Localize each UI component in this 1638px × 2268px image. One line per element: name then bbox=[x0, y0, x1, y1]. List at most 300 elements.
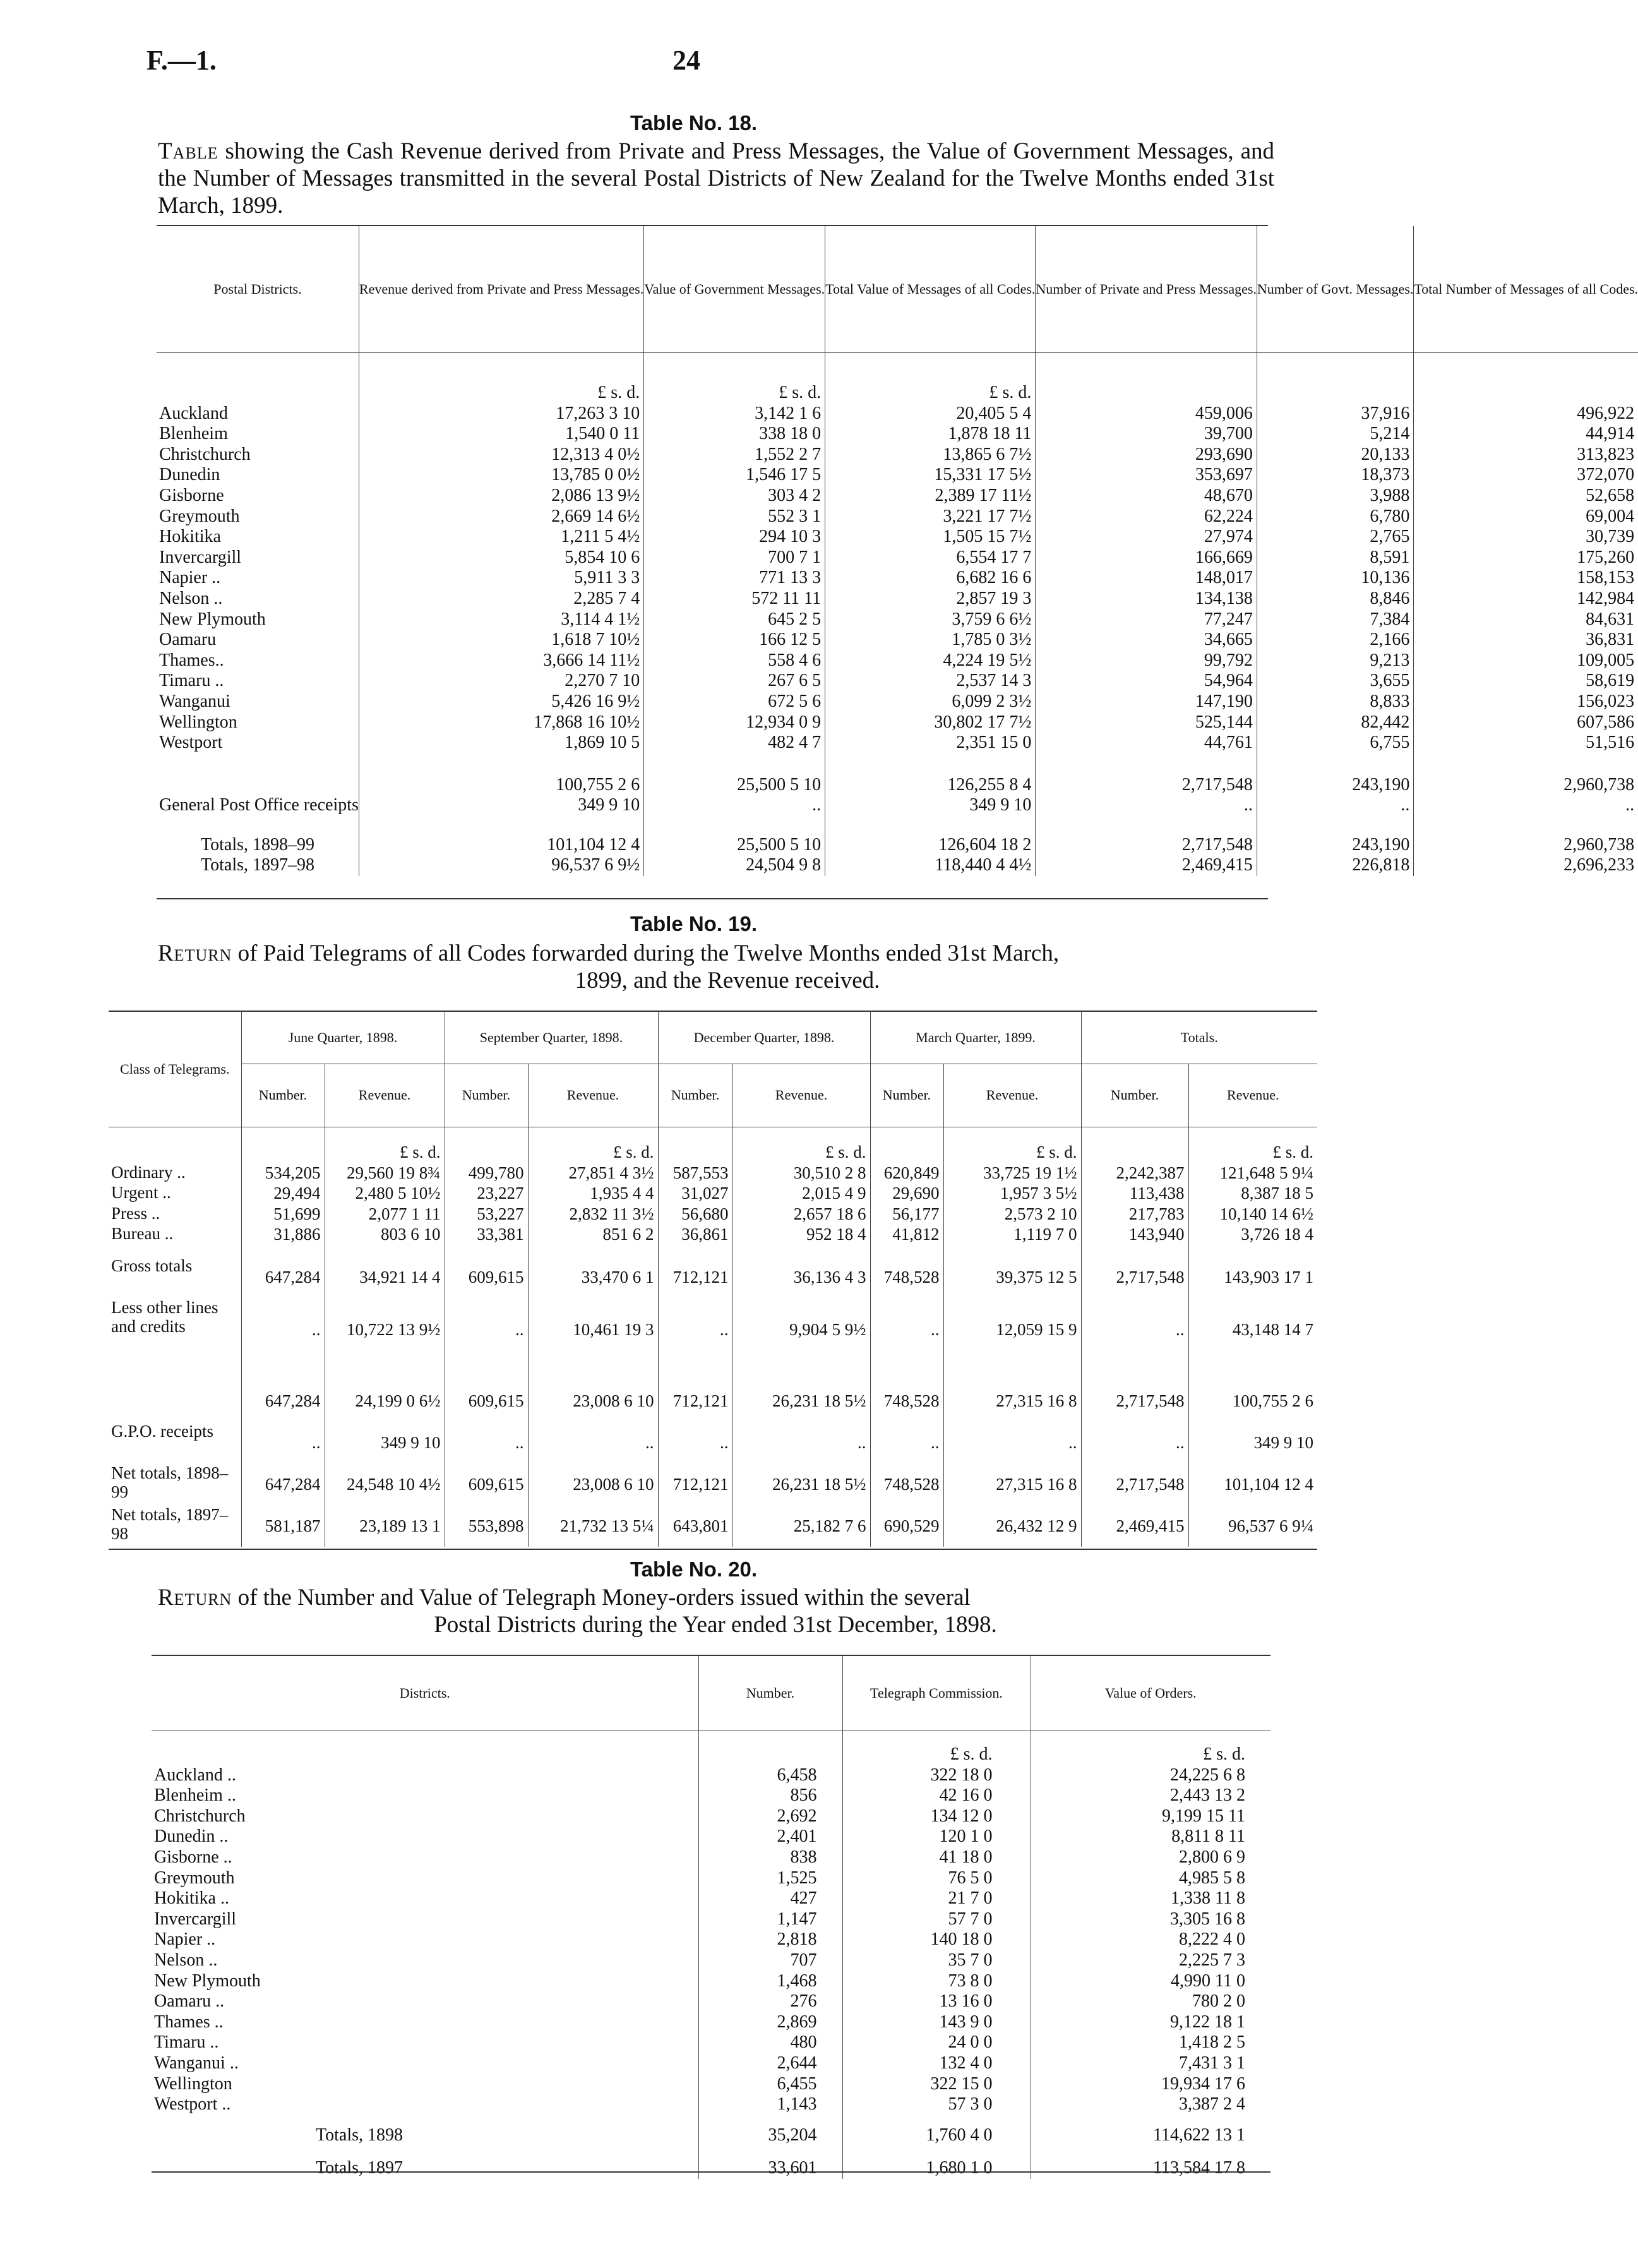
cell: 41,812 bbox=[870, 1224, 943, 1245]
cell: 9,199 15 11 bbox=[1031, 1806, 1270, 1827]
cell: 499,780 bbox=[445, 1163, 528, 1184]
cell: 166 12 5 bbox=[644, 630, 825, 651]
spacer bbox=[1414, 753, 1638, 775]
cell: 69,004 bbox=[1414, 507, 1638, 527]
table-row bbox=[109, 1298, 1317, 1361]
table-row bbox=[157, 527, 1638, 548]
spacer bbox=[825, 753, 1036, 775]
spacer bbox=[445, 1142, 528, 1163]
spacer bbox=[109, 1245, 241, 1256]
cell: 24 0 0 bbox=[842, 2032, 1031, 2053]
cell: 23,008 6 10 bbox=[528, 1380, 658, 1422]
caption-lead: Table bbox=[158, 138, 218, 164]
cell: 51,699 bbox=[241, 1204, 325, 1225]
spacer bbox=[157, 753, 359, 775]
cell: .. bbox=[445, 1298, 528, 1361]
cell: .. bbox=[1414, 795, 1638, 816]
cell: 58,619 bbox=[1414, 671, 1638, 692]
col-header: Total Number of Messages of all Codes. bbox=[1414, 226, 1638, 352]
cell: 26,231 18 5½ bbox=[732, 1463, 870, 1505]
table19 bbox=[109, 1012, 1317, 1547]
cell: 143,940 bbox=[1081, 1224, 1188, 1245]
cell: 57 3 0 bbox=[842, 2094, 1031, 2115]
cell: 24,548 10 4½ bbox=[325, 1463, 445, 1505]
cell: 143 9 0 bbox=[842, 2012, 1031, 2033]
cell: 6,099 2 3½ bbox=[825, 692, 1036, 712]
cell: 114,622 13 1 bbox=[1031, 2125, 1270, 2146]
spacer bbox=[325, 1361, 445, 1380]
cell: 1,119 7 0 bbox=[943, 1224, 1081, 1245]
cell: 838 bbox=[698, 1847, 842, 1868]
cell: 1,552 2 7 bbox=[644, 445, 825, 465]
cell: 18,373 bbox=[1257, 465, 1413, 486]
cell: 23,008 6 10 bbox=[528, 1463, 658, 1505]
col-header: Number of Private and Press Messages. bbox=[1036, 226, 1257, 352]
cell: 3,142 1 6 bbox=[644, 404, 825, 424]
cell: 8,387 18 5 bbox=[1188, 1183, 1317, 1204]
cell: 51,516 bbox=[1414, 733, 1638, 753]
cell: 2,270 7 10 bbox=[359, 671, 643, 692]
cell: 2,960,738 bbox=[1414, 835, 1638, 856]
spacer bbox=[1257, 383, 1413, 404]
spacer bbox=[109, 1361, 241, 1380]
spacer bbox=[157, 816, 359, 835]
table-row bbox=[157, 733, 1638, 753]
spacer bbox=[644, 816, 825, 835]
cell: 322 15 0 bbox=[842, 2074, 1031, 2095]
table-row bbox=[152, 1868, 1270, 1889]
table-row bbox=[157, 568, 1638, 589]
spacer bbox=[445, 1361, 528, 1380]
cell: 313,823 bbox=[1414, 445, 1638, 465]
cell: 25,500 5 10 bbox=[644, 775, 825, 796]
cell: 113,438 bbox=[1081, 1183, 1188, 1204]
spacer bbox=[658, 1142, 732, 1163]
spacer bbox=[1031, 1731, 1270, 1744]
district-name: Blenheim bbox=[159, 424, 228, 444]
cell: 3,759 6 6½ bbox=[825, 609, 1036, 630]
cell: 35,204 bbox=[698, 2125, 842, 2146]
table-row bbox=[152, 1950, 1270, 1971]
cell: 21,732 13 5¼ bbox=[528, 1505, 658, 1547]
district-name: Christchurch bbox=[154, 1806, 246, 1826]
cell: 2,225 7 3 bbox=[1031, 1950, 1270, 1971]
class-label: Net totals, 1898–99 bbox=[111, 1463, 229, 1501]
quarter-header: Totals. bbox=[1081, 1012, 1317, 1064]
units-label: £ s. d. bbox=[825, 383, 1036, 404]
cell: .. bbox=[1036, 795, 1257, 816]
district-name: Dunedin .. bbox=[154, 1827, 229, 1847]
cell: 1,418 2 5 bbox=[1031, 2032, 1270, 2053]
table-row bbox=[109, 1163, 1317, 1184]
spacer bbox=[658, 1361, 732, 1380]
cell: 712,121 bbox=[658, 1463, 732, 1505]
cell: 748,528 bbox=[870, 1380, 943, 1422]
cell: 101,104 12 4 bbox=[359, 835, 643, 856]
cell: 647,284 bbox=[241, 1380, 325, 1422]
district-name: Wanganui bbox=[159, 691, 230, 711]
sub-header: Revenue. bbox=[528, 1064, 658, 1127]
spacer bbox=[1036, 816, 1257, 835]
cell: 34,921 14 4 bbox=[325, 1256, 445, 1298]
cell: 9,213 bbox=[1257, 651, 1413, 671]
class-label: Net totals, 1897–98 bbox=[111, 1504, 229, 1543]
cell: 2,644 bbox=[698, 2053, 842, 2074]
district-name: Napier .. bbox=[154, 1929, 216, 1950]
table-row bbox=[152, 1929, 1270, 1950]
district-name: Hokitika .. bbox=[154, 1888, 229, 1909]
table-row bbox=[157, 651, 1638, 671]
cell: 2,832 11 3½ bbox=[528, 1204, 658, 1225]
cell: .. bbox=[241, 1298, 325, 1361]
cell: 4,985 5 8 bbox=[1031, 1868, 1270, 1889]
district-name: Greymouth bbox=[159, 506, 240, 526]
spacer bbox=[109, 1142, 241, 1163]
cell: 27,315 16 8 bbox=[943, 1463, 1081, 1505]
cell: 44,914 bbox=[1414, 424, 1638, 445]
spacer bbox=[528, 1361, 658, 1380]
table-row bbox=[109, 1256, 1317, 1298]
cell: 1,143 bbox=[698, 2094, 842, 2115]
cell: 100,755 2 6 bbox=[1188, 1380, 1317, 1422]
cell: 2,480 5 10½ bbox=[325, 1183, 445, 1204]
cell: 1,505 15 7½ bbox=[825, 527, 1036, 548]
row-label: General Post Office receipts bbox=[159, 795, 359, 815]
units-label: £ s. d. bbox=[1031, 1744, 1270, 1765]
cell: 2,086 13 9½ bbox=[359, 486, 643, 507]
spacer bbox=[644, 753, 825, 775]
cell: 30,739 bbox=[1414, 527, 1638, 548]
table-row bbox=[157, 609, 1638, 630]
cell: 31,027 bbox=[658, 1183, 732, 1204]
district-name: Blenheim .. bbox=[154, 1785, 236, 1806]
units-label: £ s. d. bbox=[325, 1142, 445, 1163]
cell: 1,546 17 5 bbox=[644, 465, 825, 486]
cell: 134,138 bbox=[1036, 589, 1257, 609]
cell: 349 9 10 bbox=[325, 1422, 445, 1463]
cell: 748,528 bbox=[870, 1463, 943, 1505]
cell: 2,696,233 bbox=[1414, 855, 1638, 876]
cell: 1,785 0 3½ bbox=[825, 630, 1036, 651]
quarter-header: December Quarter, 1898. bbox=[658, 1012, 870, 1064]
table-row bbox=[157, 465, 1638, 486]
cell: 1,760 4 0 bbox=[842, 2125, 1031, 2146]
cell: 132 4 0 bbox=[842, 2053, 1031, 2074]
caption-text: of the Number and Value of Telegraph Money-orders issued within the several bbox=[237, 1585, 971, 1611]
table-row bbox=[152, 2032, 1270, 2053]
cell: 10,140 14 6½ bbox=[1188, 1204, 1317, 1225]
sub-header: Revenue. bbox=[943, 1064, 1081, 1127]
cell: 77,247 bbox=[1036, 609, 1257, 630]
spacer bbox=[732, 1245, 870, 1256]
cell: 6,780 bbox=[1257, 507, 1413, 527]
cell: 2,765 bbox=[1257, 527, 1413, 548]
district-name: Oamaru .. bbox=[154, 1991, 225, 2012]
spacer bbox=[698, 1731, 842, 1744]
cell: 33,725 19 1½ bbox=[943, 1163, 1081, 1184]
cell: 6,458 bbox=[698, 1765, 842, 1786]
row-label: Totals, 1898–99 bbox=[201, 834, 315, 855]
district-name: Nelson .. bbox=[159, 588, 223, 608]
spacer bbox=[528, 1127, 658, 1142]
cell: 26,432 12 9 bbox=[943, 1505, 1081, 1547]
cell: 2,242,387 bbox=[1081, 1163, 1188, 1184]
cell: 3,387 2 4 bbox=[1031, 2094, 1270, 2115]
spacer bbox=[445, 1245, 528, 1256]
cell: 851 6 2 bbox=[528, 1224, 658, 1245]
cell: 771 13 3 bbox=[644, 568, 825, 589]
totals-row bbox=[157, 855, 1638, 876]
cell: 33,601 bbox=[698, 2158, 842, 2179]
cell: 62,224 bbox=[1036, 507, 1257, 527]
cell: 53,227 bbox=[445, 1204, 528, 1225]
col-header: Total Value of Messages of all Codes. bbox=[825, 226, 1036, 352]
cell: 96,537 6 9½ bbox=[359, 855, 643, 876]
cell: 2,573 2 10 bbox=[943, 1204, 1081, 1225]
cell: 609,615 bbox=[445, 1463, 528, 1505]
quarter-header: September Quarter, 1898. bbox=[445, 1012, 658, 1064]
spacer bbox=[1414, 816, 1638, 835]
cell: 243,190 bbox=[1257, 775, 1413, 796]
district-name: Invercargill bbox=[154, 1909, 237, 1929]
cell: 552 3 1 bbox=[644, 507, 825, 527]
cell: 6,455 bbox=[698, 2074, 842, 2095]
table-row bbox=[157, 671, 1638, 692]
cell: 2,692 bbox=[698, 1806, 842, 1827]
cell: 118,440 4 4½ bbox=[825, 855, 1036, 876]
cell: 349 9 10 bbox=[359, 795, 643, 816]
cell: 4,990 11 0 bbox=[1031, 1971, 1270, 1992]
cell: 13 16 0 bbox=[842, 1991, 1031, 2012]
caption-text: of Paid Telegrams of all Codes forwarded during the Twelve Months ended 31st March, bbox=[237, 940, 1060, 966]
cell: 1,540 0 11 bbox=[359, 424, 643, 445]
cell: 712,121 bbox=[658, 1380, 732, 1422]
table-row bbox=[152, 1847, 1270, 1868]
cell: 620,849 bbox=[870, 1163, 943, 1184]
cell: 2,351 15 0 bbox=[825, 733, 1036, 753]
cell: 56,177 bbox=[870, 1204, 943, 1225]
cell: 803 6 10 bbox=[325, 1224, 445, 1245]
spacer bbox=[1036, 352, 1257, 383]
cell: 607,586 bbox=[1414, 712, 1638, 733]
cell: 427 bbox=[698, 1888, 842, 1909]
spacer bbox=[528, 1245, 658, 1256]
cell: 1,618 7 10½ bbox=[359, 630, 643, 651]
cell: 24,199 0 6½ bbox=[325, 1380, 445, 1422]
cell: 36,136 4 3 bbox=[732, 1256, 870, 1298]
cell: 29,560 19 8¾ bbox=[325, 1163, 445, 1184]
caption-text: 1899, and the Revenue received. bbox=[575, 968, 880, 993]
table-row bbox=[152, 1827, 1270, 1847]
cell: 217,783 bbox=[1081, 1204, 1188, 1225]
table20-title: Table No. 20. bbox=[630, 1557, 758, 1581]
cell: 1,211 5 4½ bbox=[359, 527, 643, 548]
table-row bbox=[152, 1888, 1270, 1909]
cell: 558 4 6 bbox=[644, 651, 825, 671]
cell: 496,922 bbox=[1414, 404, 1638, 424]
cell: 322 18 0 bbox=[842, 1765, 1031, 1786]
district-name: Napier .. bbox=[159, 568, 221, 588]
cell: 48,670 bbox=[1036, 486, 1257, 507]
spacer bbox=[943, 1245, 1081, 1256]
cell: 42 16 0 bbox=[842, 1785, 1031, 1806]
cell: 30,802 17 7½ bbox=[825, 712, 1036, 733]
spacer bbox=[658, 1127, 732, 1142]
table20 bbox=[152, 1656, 1270, 2179]
cell: 5,854 10 6 bbox=[359, 548, 643, 568]
cell: 33,470 6 1 bbox=[528, 1256, 658, 1298]
spacer bbox=[241, 1245, 325, 1256]
spacer bbox=[1031, 2115, 1270, 2125]
cell: 690,529 bbox=[870, 1505, 943, 1547]
cell: 856 bbox=[698, 1785, 842, 1806]
spacer bbox=[870, 1142, 943, 1163]
spacer bbox=[698, 2145, 842, 2158]
cell: 76 5 0 bbox=[842, 1868, 1031, 1889]
spacer bbox=[1257, 753, 1413, 775]
district-name: Gisborne bbox=[159, 485, 224, 505]
cell: .. bbox=[732, 1422, 870, 1463]
table19-caption bbox=[158, 940, 1297, 994]
cell: 27,851 4 3½ bbox=[528, 1163, 658, 1184]
cell: 44,761 bbox=[1036, 733, 1257, 753]
district-name: Christchurch bbox=[159, 444, 251, 464]
cell: 480 bbox=[698, 2032, 842, 2053]
spacer bbox=[152, 1744, 698, 1765]
cell: 3,988 bbox=[1257, 486, 1413, 507]
sub-header: Number. bbox=[445, 1064, 528, 1127]
spacer bbox=[1414, 383, 1638, 404]
spacer bbox=[870, 1127, 943, 1142]
spacer bbox=[359, 352, 643, 383]
sub-header: Number. bbox=[870, 1064, 943, 1127]
cell: 24,225 6 8 bbox=[1031, 1765, 1270, 1786]
cell: 1,680 1 0 bbox=[842, 2158, 1031, 2179]
sub-header: Number. bbox=[1081, 1064, 1188, 1127]
table18-caption bbox=[158, 138, 1274, 219]
cell: 6,682 16 6 bbox=[825, 568, 1036, 589]
spacer bbox=[1188, 1245, 1317, 1256]
cell: 293,690 bbox=[1036, 445, 1257, 465]
cell: 3,726 18 4 bbox=[1188, 1224, 1317, 1245]
cell: 647,284 bbox=[241, 1256, 325, 1298]
spacer bbox=[1031, 2145, 1270, 2158]
table-row bbox=[157, 424, 1638, 445]
spacer bbox=[152, 2115, 698, 2125]
units-label: £ s. d. bbox=[528, 1142, 658, 1163]
spacer bbox=[1081, 1142, 1188, 1163]
cell: 147,190 bbox=[1036, 692, 1257, 712]
cell: 338 18 0 bbox=[644, 424, 825, 445]
cell: 5,214 bbox=[1257, 424, 1413, 445]
cell: 12,059 15 9 bbox=[943, 1298, 1081, 1361]
spacer bbox=[157, 352, 359, 383]
section-code: F.—1. bbox=[146, 45, 217, 76]
row-label bbox=[157, 775, 359, 796]
spacer bbox=[870, 1361, 943, 1380]
cell: 24,504 9 8 bbox=[644, 855, 825, 876]
spacer bbox=[870, 1245, 943, 1256]
cell: 2,857 19 3 bbox=[825, 589, 1036, 609]
cell: 349 9 10 bbox=[825, 795, 1036, 816]
cell: 587,553 bbox=[658, 1163, 732, 1184]
col-header: Value of Orders. bbox=[1031, 1656, 1270, 1731]
spacer bbox=[825, 352, 1036, 383]
district-name: Wellington bbox=[154, 2073, 232, 2094]
cell: 175,260 bbox=[1414, 548, 1638, 568]
cell: 459,006 bbox=[1036, 404, 1257, 424]
cell: 36,831 bbox=[1414, 630, 1638, 651]
rule bbox=[152, 2171, 1270, 2173]
spacer bbox=[325, 1245, 445, 1256]
cell: 96,537 6 9¼ bbox=[1188, 1505, 1317, 1547]
class-label: Gross totals bbox=[111, 1256, 193, 1275]
cell: 712,121 bbox=[658, 1256, 732, 1298]
col-header: Districts. bbox=[399, 1685, 450, 1701]
cell: 120 1 0 bbox=[842, 1827, 1031, 1847]
cell: 534,205 bbox=[241, 1163, 325, 1184]
units-label: £ s. d. bbox=[644, 383, 825, 404]
cell: 134 12 0 bbox=[842, 1806, 1031, 1827]
cell: 84,631 bbox=[1414, 609, 1638, 630]
cell: 158,153 bbox=[1414, 568, 1638, 589]
district-name: Greymouth bbox=[154, 1868, 235, 1888]
cell: 2,717,548 bbox=[1036, 775, 1257, 796]
cell: 100,755 2 6 bbox=[359, 775, 643, 796]
subtotal-row bbox=[157, 775, 1638, 796]
class-label: Ordinary .. bbox=[111, 1162, 186, 1182]
district-name: Gisborne .. bbox=[154, 1847, 232, 1867]
cell: .. bbox=[870, 1422, 943, 1463]
cell: 2,800 6 9 bbox=[1031, 1847, 1270, 1868]
cell: 126,255 8 4 bbox=[825, 775, 1036, 796]
district-name: Hokitika bbox=[159, 527, 221, 547]
cell: 13,865 6 7½ bbox=[825, 445, 1036, 465]
cell: 12,313 4 0½ bbox=[359, 445, 643, 465]
cell: 17,263 3 10 bbox=[359, 404, 643, 424]
district-name: New Plymouth bbox=[154, 1971, 261, 1991]
district-name: Wanganui .. bbox=[154, 2053, 239, 2073]
cell: 609,615 bbox=[445, 1256, 528, 1298]
cell: .. bbox=[658, 1298, 732, 1361]
cell: 226,818 bbox=[1257, 855, 1413, 876]
spacer bbox=[698, 2115, 842, 2125]
cell: 2,443 13 2 bbox=[1031, 1785, 1270, 1806]
units-label: £ s. d. bbox=[359, 383, 643, 404]
district-name: Auckland bbox=[159, 403, 228, 423]
cell: 2,717,548 bbox=[1081, 1256, 1188, 1298]
totals-row bbox=[152, 2158, 1270, 2179]
cell: 36,861 bbox=[658, 1224, 732, 1245]
cell: 148,017 bbox=[1036, 568, 1257, 589]
cell: 243,190 bbox=[1257, 835, 1413, 856]
cell: 2,166 bbox=[1257, 630, 1413, 651]
spacer bbox=[241, 1127, 325, 1142]
cell: 2,401 bbox=[698, 1827, 842, 1847]
table-row bbox=[109, 1505, 1317, 1547]
cell: 25,182 7 6 bbox=[732, 1505, 870, 1547]
class-label bbox=[109, 1380, 241, 1422]
cell: 156,023 bbox=[1414, 692, 1638, 712]
cell: .. bbox=[644, 795, 825, 816]
cell: 73 8 0 bbox=[842, 1971, 1031, 1992]
cell: 2,717,548 bbox=[1081, 1380, 1188, 1422]
cell: 700 7 1 bbox=[644, 548, 825, 568]
cell: 57 7 0 bbox=[842, 1909, 1031, 1930]
table-row bbox=[109, 1422, 1317, 1463]
cell: 672 5 6 bbox=[644, 692, 825, 712]
spacer bbox=[842, 2145, 1031, 2158]
